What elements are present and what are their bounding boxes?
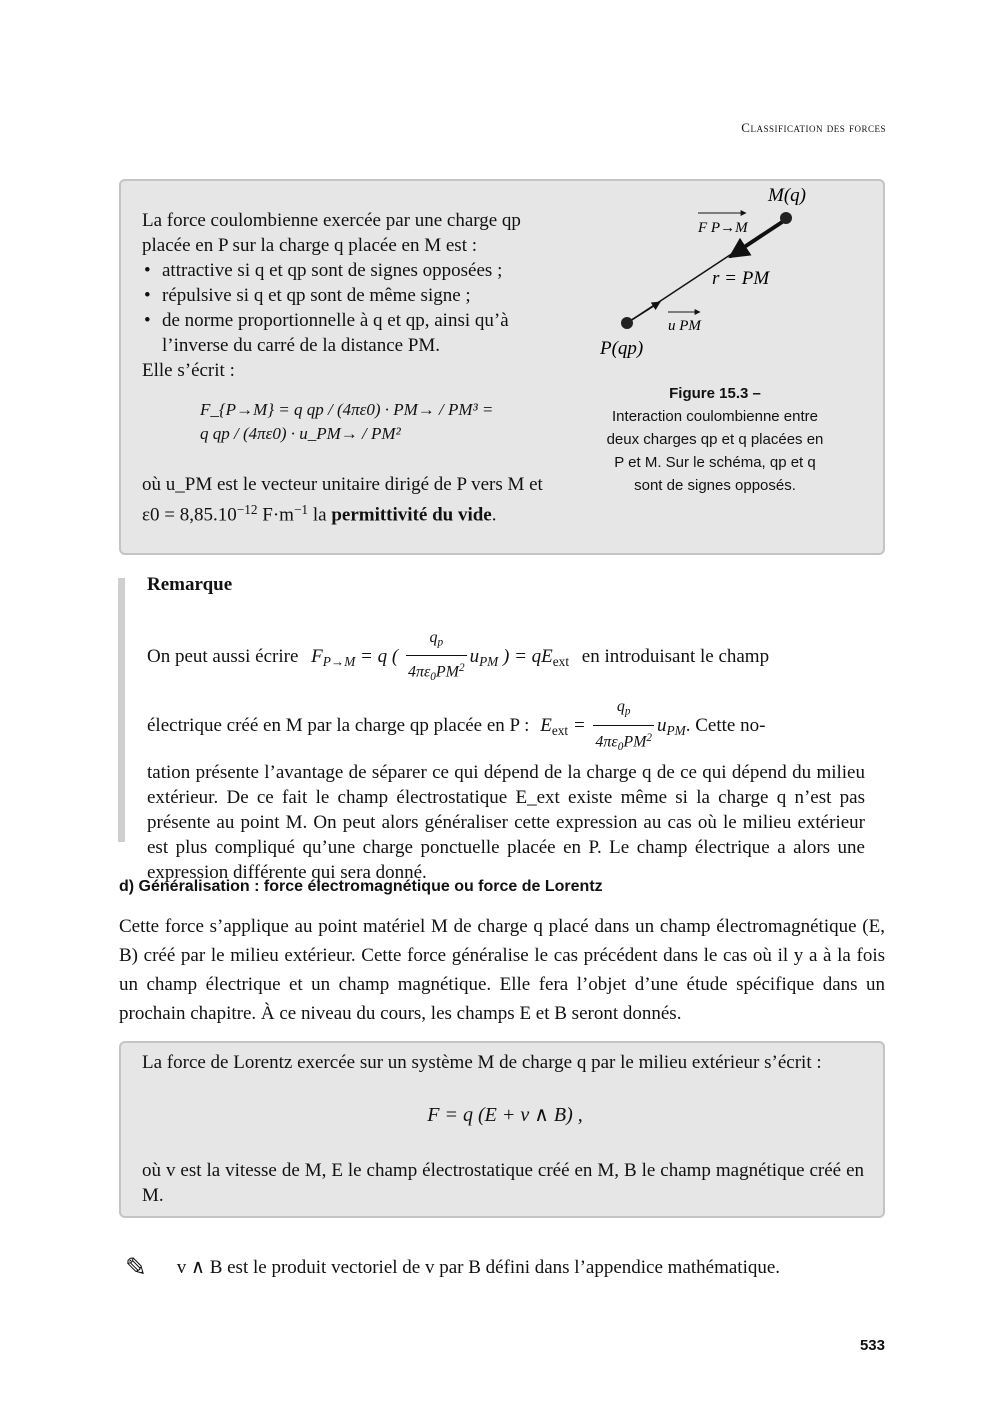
remark-line-1 bbox=[147, 625, 865, 690]
epsilon-unit: F·m bbox=[257, 504, 294, 526]
remark-body bbox=[147, 625, 865, 885]
remark-title: Remarque bbox=[147, 574, 233, 595]
epsilon-unit-exponent: −1 bbox=[293, 502, 309, 517]
pencil-icon: ✎ bbox=[125, 1253, 147, 1284]
coulomb-properties-list bbox=[142, 258, 572, 358]
lorentz-formula: F = q (E + v ∧ B) , bbox=[427, 1104, 583, 1126]
remark-line1-start: On peut aussi écrire bbox=[147, 646, 299, 668]
section-heading: d) Généralisation : force électromagnétique ou force de Lorentz bbox=[119, 878, 603, 895]
coulomb-intro: La force coulombienne exercée par une charge qp placée en P sur la charge q placée en M est : bbox=[142, 210, 521, 256]
coulomb-diagram bbox=[590, 180, 830, 370]
charge-P bbox=[621, 317, 633, 329]
label-r: r = PM bbox=[712, 268, 770, 289]
label-F: F P→M bbox=[698, 220, 748, 236]
remark-line2-start: électrique créé en M par la charge qp placée en P : bbox=[147, 715, 530, 737]
bullet-repulsive: • répulsive si q et qp sont de même signe ; bbox=[142, 283, 572, 308]
permittivity-term: permittivité du vide bbox=[331, 504, 492, 526]
epsilon-value: ε0 = 8,85.10 bbox=[142, 504, 237, 526]
remark-eext-formula: $E_{ext}$ = $\frac{q_p}{4\pi\varepsilon_0PM^2}$ $u_{PM}$ bbox=[540, 694, 686, 759]
label-M: M(q) bbox=[768, 185, 806, 206]
remark-sidebar bbox=[118, 578, 125, 842]
lorentz-paragraph: Cette force s’applique au point matériel M de charge q placé dans un champ électromagnétique (E, B) créé par le milieu extérieur. Cette force généralise le cas précédent dans le cas où il y a à la fois un champ électrique et un champ magnétique. Elle fera l’objet d’une étude spécifique dans un prochain chapitre. À ce niveau du cours, les champs E et B seront donnés. bbox=[119, 916, 885, 1024]
remark-line1-end: en introduisant le champ bbox=[581, 646, 770, 668]
bullet-attractive: • attractive si q et qp sont de signes opposées ; bbox=[142, 258, 572, 283]
remark-line2-end: . Cette no- bbox=[685, 715, 766, 737]
label-P: P(qp) bbox=[600, 338, 644, 359]
page-number: 533 bbox=[859, 1337, 885, 1354]
note-text: v ∧ B est le produit vectoriel de v par B défini dans l’appendice mathématique. bbox=[176, 1257, 781, 1278]
cross-product-note bbox=[125, 1253, 885, 1284]
epsilon-exponent: −12 bbox=[236, 502, 258, 517]
remark-field-formula: $F_{P\to M} = q$ ( $\frac{q_p}{4\pi\varepsilon_0PM^2}$ $u_{PM}$ ) = $qE_{ext}$ bbox=[311, 625, 569, 690]
where-end: . bbox=[491, 504, 497, 526]
where-line-2 bbox=[142, 497, 572, 528]
where-line-1: où u_PM est le vecteur unitaire dirigé de P vers M et bbox=[142, 474, 543, 495]
coulomb-where bbox=[142, 472, 572, 528]
lorentz-where: où v est la vitesse de M, E le champ électrostatique créé en M, B le champ magnétique créé en M. bbox=[142, 1160, 864, 1206]
ecrit-line: Elle s’écrit : bbox=[142, 360, 235, 381]
where-la: la bbox=[308, 504, 332, 526]
remark-line-2 bbox=[147, 694, 865, 759]
coulomb-formula-text: F_{P→M} = q qp / (4πε0) · PM→ / PM³ = q qp / (4πε0) · u_PM→ / PM² bbox=[200, 400, 494, 443]
running-header: Classification des forces bbox=[741, 120, 886, 135]
figure-caption-label: Figure 15.3 – bbox=[669, 385, 761, 402]
coulomb-formula bbox=[200, 398, 500, 458]
coulomb-definition-text bbox=[142, 208, 572, 383]
label-u: u PM bbox=[668, 318, 701, 334]
figure-caption bbox=[600, 382, 830, 497]
lorentz-intro: La force de Lorentz exercée sur un système M de charge q par le milieu extérieur s’écrit : bbox=[142, 1052, 822, 1073]
figure-caption-text: Interaction coulombienne entre deux charges qp et q placées en P et M. Sur le schéma, qp et q sont de signes opposés. bbox=[606, 408, 824, 494]
remark-rest: tation présente l’avantage de séparer ce qui dépend de la charge q de ce qui dépend du milieu extérieur. De ce fait le champ électrostatique E_ext existe même si la charge q n’est pas présente au point M. On peut alors généraliser cette expression au cas où le milieu extérieur est plus compliqué qu’une charge ponctuelle placée en P. Le champ électrique a alors une expression différente qui sera donné. bbox=[147, 761, 865, 883]
bullet-norm: • de norme proportionnelle à q et qp, ainsi qu’à l’inverse du carré de la distance PM. bbox=[142, 308, 572, 358]
unit-vector-arrow bbox=[630, 302, 660, 321]
charge-M bbox=[780, 212, 792, 224]
